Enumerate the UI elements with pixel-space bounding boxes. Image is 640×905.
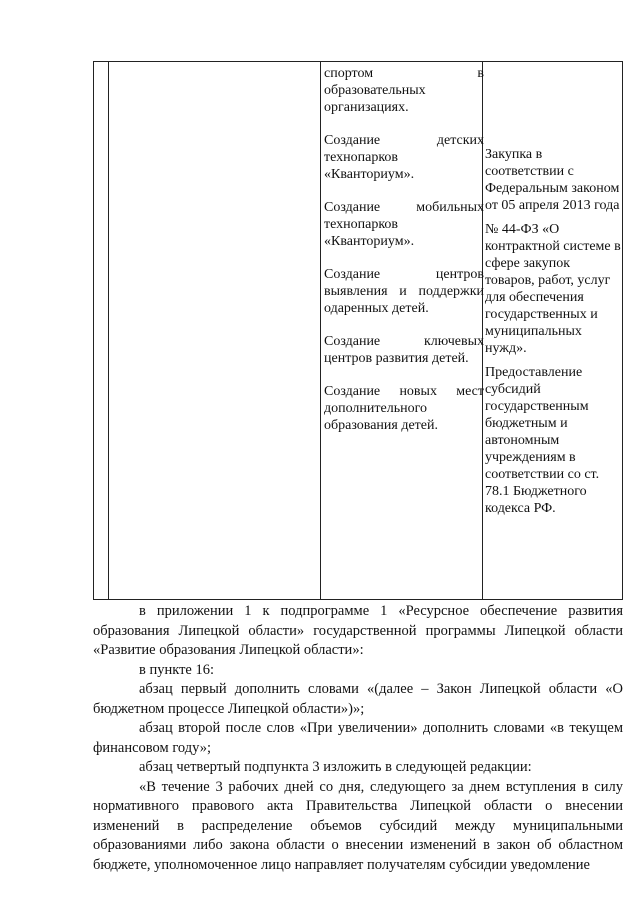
paragraph: абзац первый дополнить словами «(далее – Закон Липецкой области «О бюджетном процессе Липецкой области»)»; xyxy=(93,681,623,717)
table-cell-mechanisms xyxy=(485,146,621,524)
mechanism-item: Предоставление субсидий государственным бюджетным и автономным учреждениям в соответствии со ст. 78.1 Бюджетного кодекса РФ. xyxy=(485,365,600,516)
activity-item: Создание мобильных технопарков «Кванториум». xyxy=(324,200,484,249)
mechanism-item: Закупка в соответствии с Федеральным законом от 05 апреля 2013 года xyxy=(485,147,620,213)
quoted-paragraph: «В течение 3 рабочих дней со дня, следующего за днем вступления в силу нормативного правового акта Правительства Липецкой области о внесении изменений в распределение объемов субсидий между муниципальными образованиями либо закона области о внесении изменений в закон об областном бюджете, уполномоченное лицо направляет получателям субсидии уведомление xyxy=(93,778,623,873)
mechanism-item: № 44-ФЗ «О контрактной системе в сфере закупок товаров, работ, услуг для обеспечения государственных и муниципальных нужд». xyxy=(485,222,621,356)
activity-item: Создание детских технопарков «Кванториум». xyxy=(324,133,484,182)
table-divider-1 xyxy=(108,62,109,599)
table-divider-2 xyxy=(320,62,321,599)
program-table xyxy=(93,61,623,600)
paragraph: в пункте 16: xyxy=(139,661,215,678)
activity-item: Создание центров выявления и поддержки одаренных детей. xyxy=(324,267,484,316)
paragraph: абзац второй после слов «При увеличении» дополнить словами «в текущем финансовом году»; xyxy=(93,720,623,756)
activity-item: спортом в образовательных организациях. xyxy=(324,66,484,115)
table-cell-activities xyxy=(324,65,484,450)
paragraph: в приложении 1 к подпрограмме 1 «Ресурсное обеспечение развития образования Липецкой области» государственной программы Липецкой области «Развитие образования Липецкой области»: xyxy=(93,603,623,658)
document-body xyxy=(93,602,623,875)
paragraph: абзац четвертый подпункта 3 изложить в следующей редакции: xyxy=(139,759,532,775)
activity-item: Создание новых мест дополнительного образования детей. xyxy=(324,384,484,433)
activity-item: Создание ключевых центров развития детей. xyxy=(324,334,484,366)
